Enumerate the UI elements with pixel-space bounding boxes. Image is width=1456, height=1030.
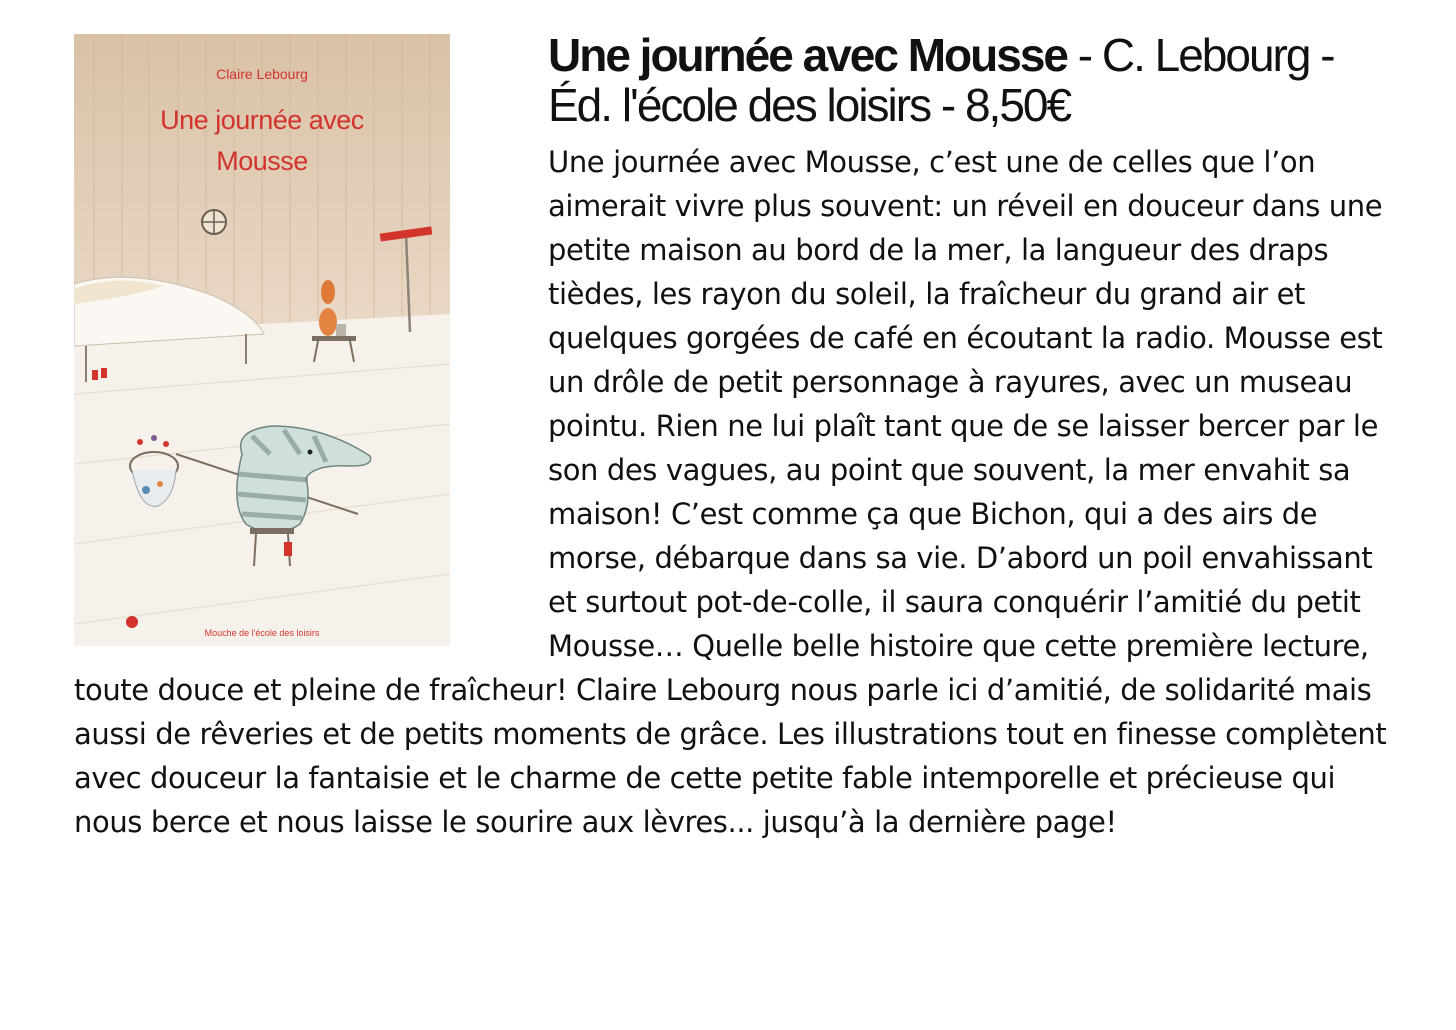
- book-details: - C. Lebourg - Éd. l'école des loisirs - 8,50€: [548, 29, 1334, 131]
- book-review: [74, 30, 1394, 844]
- review-text: Une journée avec Mousse, c’est une de celles que l’on aimerait vivre plus souvent: un réveil en douceur dans une petite maison au bord de la mer, la langueur des draps tièdes, les rayon du soleil, la fraîcheur du grand air et quelques gorgées de café en écoutant la radio. Mousse est un drôle de petit personnage à rayures, avec un museau pointu. Rien ne lui plaît tant que de se laisser bercer par le son des vagues, au point que souvent, la mer envahit sa maison! C’est comme ça que Bichon, qui a des airs de morse, débarque dans sa vie. D’abord un poil envahissant et surtout pot-de-colle, il saura conquérir l’amitié du petit Mousse… Quelle belle histoire que cette première lecture, toute douce et pleine de fraîcheur! Claire Lebourg nous parle ici d’amitié, de solidarité mais aussi de rêveries et de petits moments de grâce. Les illustrations tout en finesse complètent avec douceur la fantaisie et le charme de cette petite fable intemporelle et précieuse qui nous berce et nous laisse le sourire aux lèvres... jusqu’à la dernière page!: [74, 145, 1387, 839]
- round-window-icon: [202, 210, 226, 234]
- book-cover-image: [74, 34, 450, 646]
- book-title: Une journée avec Mousse: [548, 29, 1067, 81]
- cover-author: Claire Lebourg: [216, 66, 308, 82]
- cover-title: Une journée avec Mousse: [160, 105, 364, 176]
- cover-publisher: Mouche de l'école des loisirs: [204, 628, 320, 638]
- ball-illustration: [126, 616, 138, 628]
